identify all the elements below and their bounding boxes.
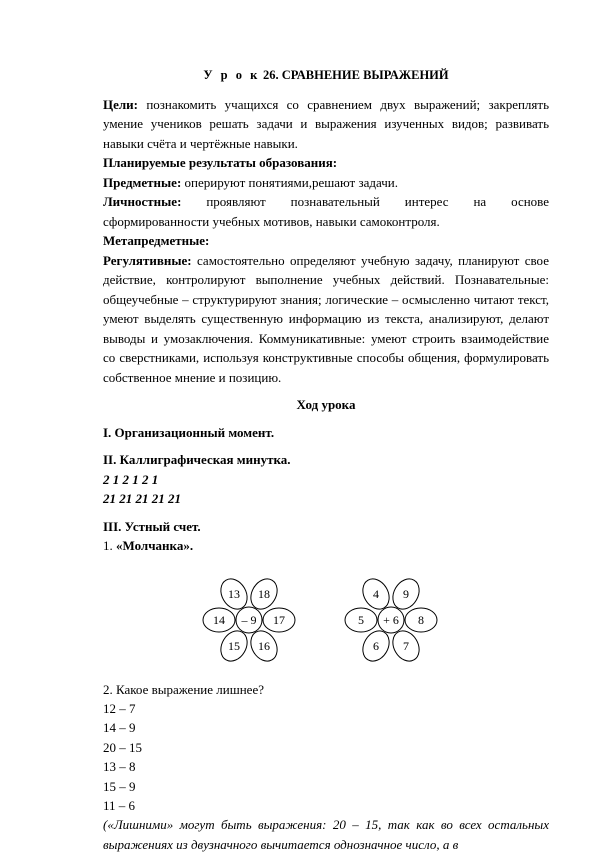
expression-item: 14 – 9 (103, 720, 136, 736)
regulatory-paragraph (103, 251, 549, 388)
subject-text: оперируют понятиями,решают задачи. (181, 174, 398, 190)
section-oral-count: III. Устный счет. (103, 518, 201, 534)
expressions-list (103, 699, 549, 815)
planned-results-heading: Планируемые результаты образования: (103, 155, 338, 170)
personal-text: проявляют познавательный интерес на основе сформированности учебных мотивов, навыки самоконтроля. (103, 194, 549, 229)
flower-left-petal-number: 17 (273, 612, 285, 627)
expression-item: 13 – 8 (103, 759, 136, 775)
flowers-exercise (103, 562, 549, 680)
lesson-progress-heading: Ход урока (296, 397, 356, 412)
meta-heading: Метапредметные: (103, 233, 210, 248)
goals-text: познакомить учащихся со сравнением двух выражений; закреплять умение учеников решать задачи и выражения изученных видов; развивать навыки счёта и чертёжные навыки. (103, 96, 549, 151)
flower-right-petal-number: 6 (373, 638, 379, 653)
flower-right-petal-number: 9 (403, 586, 409, 601)
title-prefix: У р о к (203, 68, 260, 82)
flower-left-petal-number: 15 (228, 638, 240, 653)
title-text: 26. СРАВНЕНИЕ ВЫРАЖЕНИЙ (259, 68, 449, 82)
subject-label: Предметные: (103, 174, 182, 190)
flower-right-petal-number: 7 (403, 638, 409, 653)
flower-left-petal-number: 16 (258, 638, 270, 653)
task-1-name: «Молчанка». (116, 538, 194, 553)
flower-right-petal-number: 4 (373, 586, 379, 601)
lesson-title (103, 66, 549, 86)
flower-right-petal-number: 8 (418, 612, 424, 627)
flower-plus-6 (341, 562, 441, 678)
personal-results (103, 192, 549, 231)
section-calligraphy: II. Каллиграфическая минутка. (103, 452, 291, 467)
flower-right-center-operation: + 6 (383, 612, 399, 627)
regulatory-text: самостоятельно определяют учебную задачу, планируют свое действие, контролируют выполнение учебных действий. Познавательные: общеучебные – структурируют знания; логические – осмысленно читают текст, умеют выделять существенную информацию из текста, анализируют, делают выводы и умозаключения. Коммуникативные: умеют строить взаимодействие со сверстниками, используя конструктивные способы общения, формулировать собственное мнение и позицию. (103, 252, 549, 385)
task-1 (103, 536, 549, 556)
flower-right-petal-number: 5 (358, 612, 364, 627)
expression-item: 11 – 6 (103, 798, 136, 814)
regulatory-label: Регулятивные: (103, 252, 192, 268)
task-1-number: 1. (103, 538, 116, 553)
flower-left-petal-number: 14 (213, 612, 225, 627)
goals-paragraph (103, 95, 549, 154)
flower-left-petal-number: 18 (258, 586, 270, 601)
task-2: 2. Какое выражение лишнее? (103, 681, 264, 697)
flower-minus-9 (199, 562, 299, 678)
personal-label: Личностные: (103, 194, 182, 209)
subject-results (103, 173, 549, 193)
expression-item: 20 – 15 (103, 739, 142, 755)
flower-left-petal-number: 13 (228, 586, 240, 601)
answer-note: («Лишними» могут быть выражения: 20 – 15, так как во всех остальных выражениях из двузначного вычитается однозначное число, а в (103, 817, 549, 852)
calligraphy-line-1: 2 1 2 1 2 1 (103, 471, 159, 487)
expression-item: 12 – 7 (103, 701, 136, 716)
section-organizational: I. Организационный момент. (103, 424, 275, 440)
document-page (103, 66, 549, 854)
calligraphy-line-2: 21 21 21 21 21 (103, 491, 181, 506)
flower-left-center-operation: – 9 (241, 612, 257, 627)
expression-item: 15 – 9 (103, 778, 136, 794)
goals-label: Цели: (103, 96, 138, 112)
